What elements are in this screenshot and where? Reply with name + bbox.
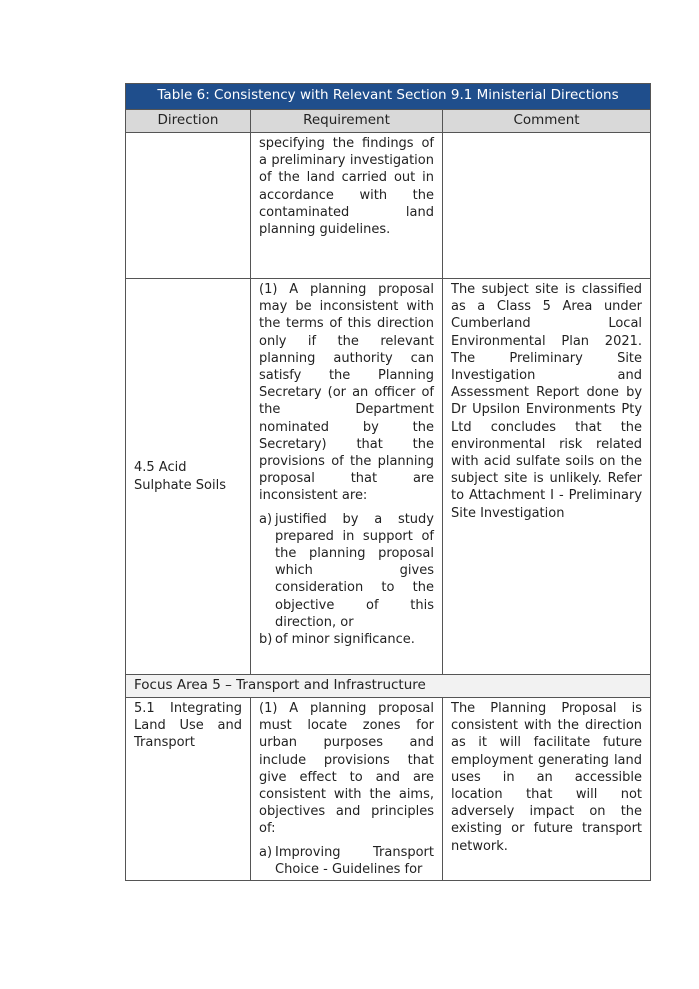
- list-text: Improving Transport Choice - Guidelines for: [275, 844, 434, 877]
- header-direction: Direction: [126, 110, 251, 133]
- table-caption: Table 6: Consistency with Relevant Section 9.1 Ministerial Directions: [126, 84, 651, 110]
- requirement-cell: [251, 698, 443, 881]
- direction-cell: 5.1 Integrating Land Use and Transport: [126, 698, 251, 881]
- direction-cell: [126, 133, 251, 279]
- list-text: of minor significance.: [275, 632, 415, 648]
- direction-cell: 4.5 Acid Sulphate Soils: [126, 279, 251, 675]
- list-marker: b): [259, 632, 273, 648]
- comment-cell: The Planning Proposal is consistent with the direction as it will facilitate future employment generating land uses in an accessible location that will not adversely impact on the existing or future transport network.: [443, 698, 651, 881]
- requirement-intro: (1) A planning proposal may be inconsistent with the terms of this direction only if the relevant planning authority can satisfy the Planning Secretary (or an officer of the Department nominated by the Secretary) that the provisions of the planning proposal that are inconsistent are:: [259, 282, 434, 504]
- comment-cell: [443, 133, 651, 279]
- list-item: [259, 844, 434, 878]
- list-marker: a): [259, 844, 273, 860]
- table-row: [126, 698, 651, 881]
- section-header: Focus Area 5 – Transport and Infrastructure: [126, 675, 651, 698]
- comment-cell: The subject site is classified as a Class 5 Area under Cumberland Local Environmental Plan 2021. The Preliminary Site Investigation and Assessment Report done by Dr Upsilon Environments Pty Ltd concludes that the environmental risk related with acid sulfate soils on the subject site is unlikely. Refer to Attachment I - Preliminary Site Investigation: [443, 279, 651, 675]
- list-text: justified by a study prepared in support of the planning proposal which gives consideration to the objective of this direction, or: [275, 511, 434, 630]
- requirement-cell: specifying the findings of a preliminary investigation of the land carried out in accordance with the contaminated land planning guidelines.: [251, 133, 443, 279]
- consistency-table: [125, 83, 651, 881]
- list-item: [259, 631, 434, 648]
- list-item: [259, 511, 434, 631]
- list-marker: a): [259, 511, 273, 527]
- header-requirement: Requirement: [251, 110, 443, 133]
- table-row: [126, 133, 651, 279]
- header-comment: Comment: [443, 110, 651, 133]
- requirement-intro: (1) A planning proposal must locate zones for urban purposes and include provisions that give effect to and are consistent with the aims, objectives and principles of:: [259, 701, 434, 837]
- table-row: [126, 279, 651, 675]
- requirement-cell: [251, 279, 443, 675]
